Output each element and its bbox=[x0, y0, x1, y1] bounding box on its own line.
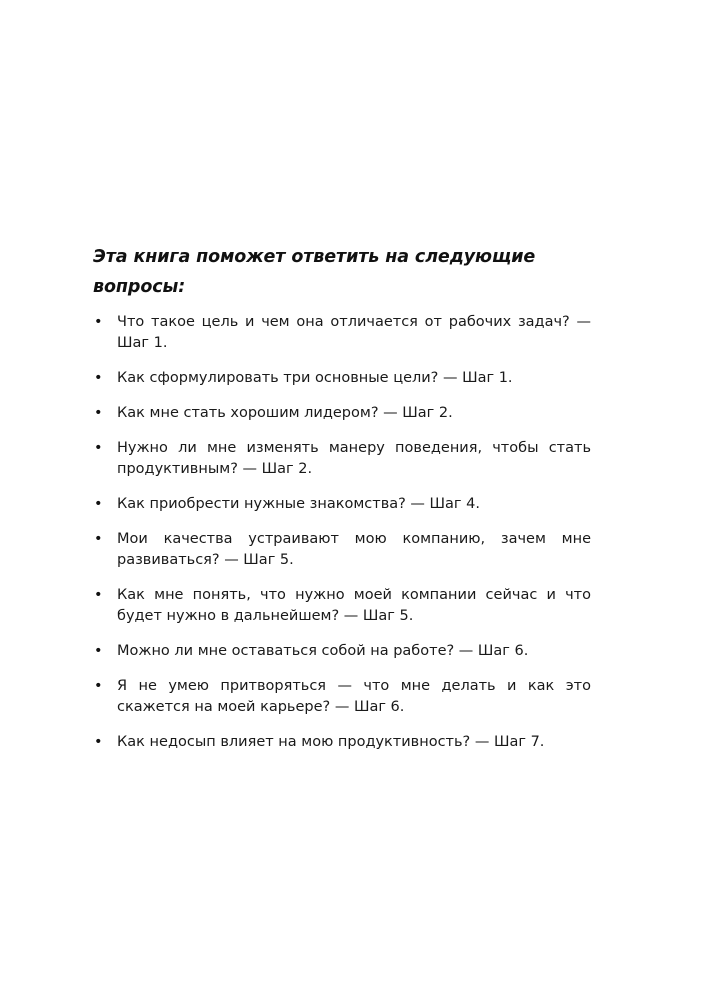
list-item bbox=[93, 676, 591, 718]
question-text: Как приобрести нужные знакомства? — Шаг 4. bbox=[117, 496, 480, 512]
bullet-dot-icon: • bbox=[94, 678, 103, 694]
bullet-dot-icon: • bbox=[94, 370, 103, 386]
question-text: Как мне стать хорошим лидером? — Шаг 2. bbox=[117, 405, 453, 421]
list-item bbox=[93, 368, 591, 389]
bullet-dot-icon: • bbox=[94, 405, 103, 421]
question-list bbox=[93, 312, 591, 753]
question-text: Я не умею притворяться — что мне делать и как это скажется на моей карьере? — Шаг 6. bbox=[117, 678, 591, 715]
list-item bbox=[93, 529, 591, 571]
question-text: Мои качества устраивают мою компанию, зачем мне развиваться? — Шаг 5. bbox=[117, 531, 591, 568]
bullet-dot-icon: • bbox=[94, 314, 103, 330]
list-item bbox=[93, 641, 591, 662]
bullet-dot-icon: • bbox=[94, 531, 103, 547]
page-content bbox=[93, 242, 591, 753]
bullet-dot-icon: • bbox=[94, 440, 103, 456]
question-text: Можно ли мне оставаться собой на работе? — Шаг 6. bbox=[117, 643, 529, 659]
list-item bbox=[93, 732, 591, 753]
bullet-dot-icon: • bbox=[94, 734, 103, 750]
list-item bbox=[93, 312, 591, 354]
list-item bbox=[93, 403, 591, 424]
list-item bbox=[93, 438, 591, 480]
bullet-dot-icon: • bbox=[94, 587, 103, 603]
section-heading: Эта книга поможет ответить на следующие вопросы: bbox=[93, 247, 536, 297]
list-item bbox=[93, 494, 591, 515]
bullet-dot-icon: • bbox=[94, 496, 103, 512]
question-text: Как недосып влияет на мою продуктивность? — Шаг 7. bbox=[117, 734, 545, 750]
question-text: Что такое цель и чем она отличается от рабочих задач? — Шаг 1. bbox=[117, 314, 591, 351]
question-text: Как сформулировать три основные цели? — Шаг 1. bbox=[117, 370, 513, 386]
bullet-dot-icon: • bbox=[94, 643, 103, 659]
question-text: Как мне понять, что нужно моей компании сейчас и что будет нужно в дальнейшем? — Шаг 5. bbox=[117, 587, 591, 624]
list-item bbox=[93, 585, 591, 627]
question-text: Нужно ли мне изменять манеру поведения, чтобы стать продуктивным? — Шаг 2. bbox=[117, 440, 591, 477]
